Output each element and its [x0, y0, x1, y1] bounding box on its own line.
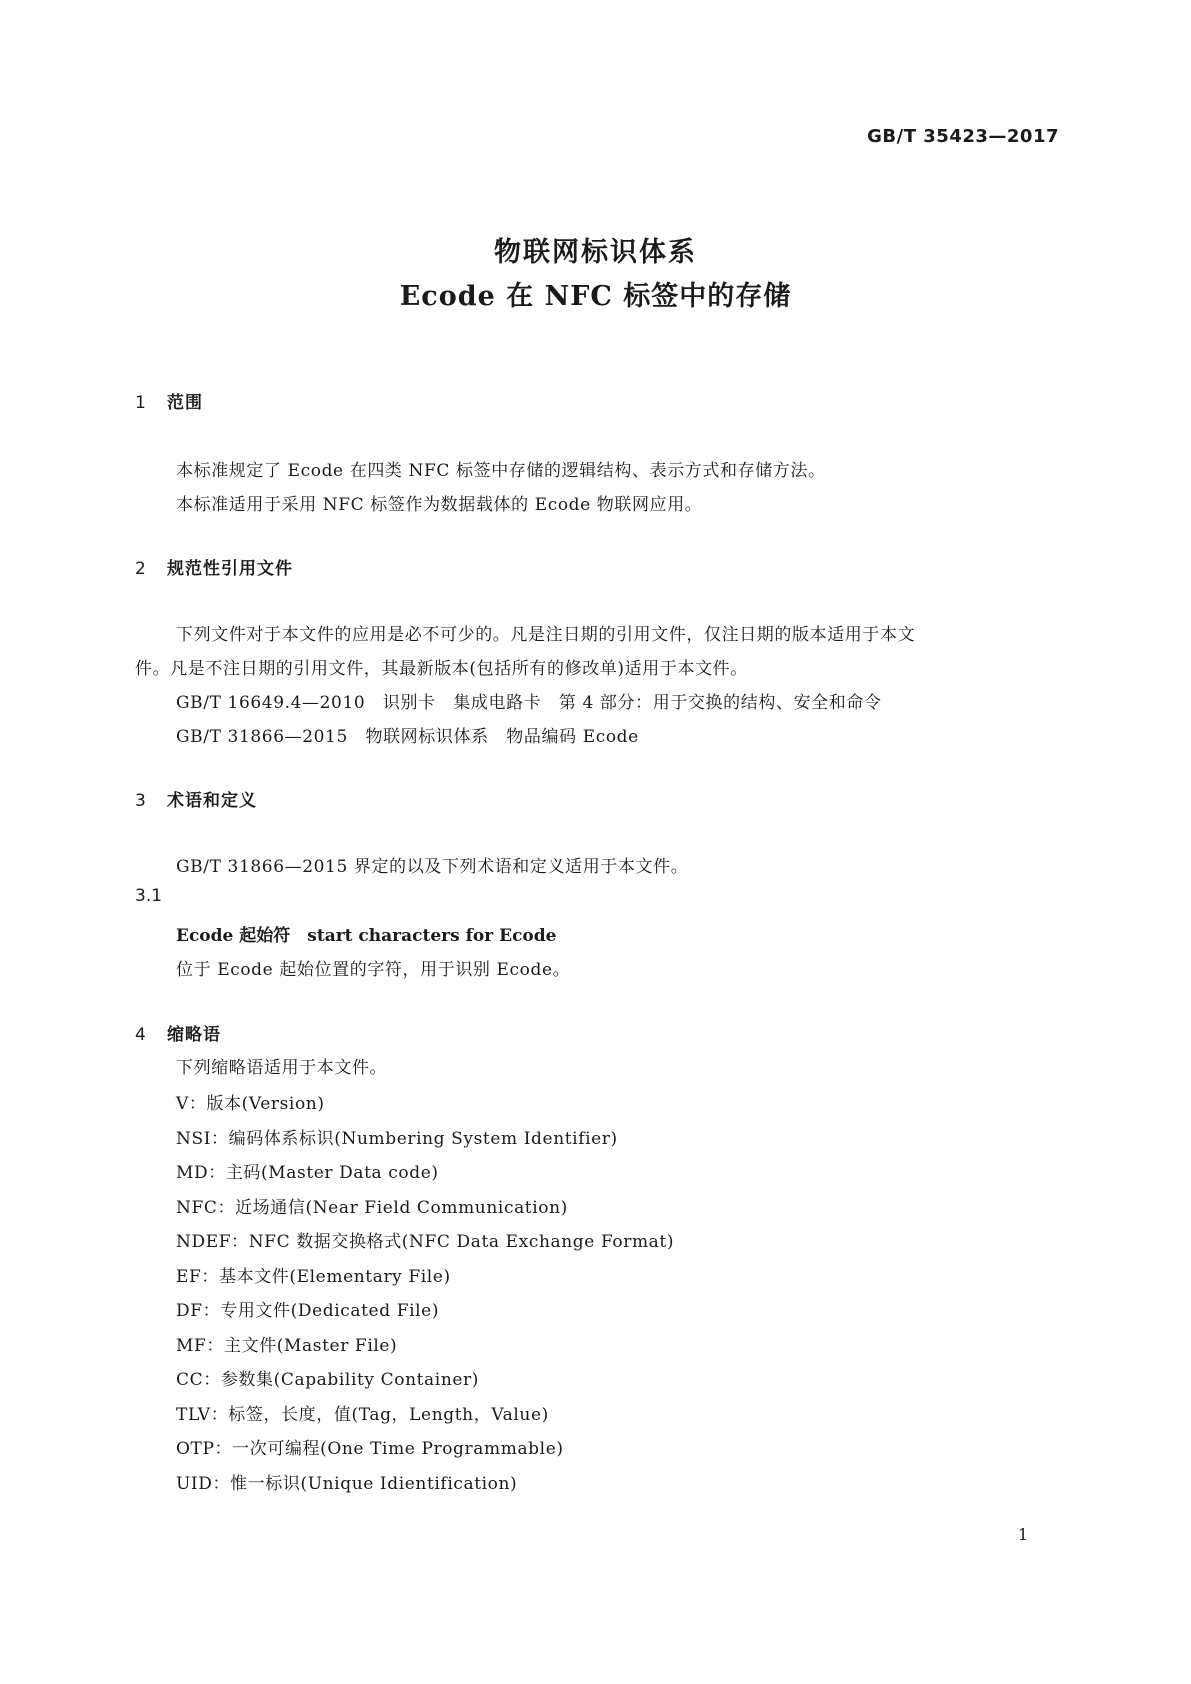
abbreviation-item: OTP：一次可编程(One Time Programmable): [176, 1439, 564, 1459]
abbreviation-item: UID：惟一标识(Unique Idientification): [176, 1473, 518, 1494]
abbreviation-list: [176, 1087, 674, 1501]
term-name: Ecode 起始符 start characters for Ecode: [176, 926, 557, 946]
section-4-heading: [135, 1020, 221, 1045]
abbreviation-item: V：版本(Version): [176, 1094, 325, 1114]
title-line-2: Ecode 在 NFC 标签中的存储: [399, 281, 792, 312]
abbreviation-item: MD：主码(Master Data code): [176, 1163, 439, 1183]
section-2-heading: [135, 554, 293, 579]
section-title: 规范性引用文件: [167, 559, 293, 579]
term-definition: 位于 Ecode 起始位置的字符，用于识别 Ecode。: [176, 960, 571, 980]
section-1-heading: [135, 388, 203, 413]
abbreviation-item: NDEF：NFC 数据交换格式(NFC Data Exchange Format): [176, 1232, 675, 1252]
abbreviation-item: NSI：编码体系标识(Numbering System Identifier): [176, 1128, 618, 1149]
section-number: 2: [135, 559, 147, 579]
references-intro-line-2: 件。凡是不注日期的引用文件，其最新版本(包括所有的修改单)适用于本文件。: [135, 659, 748, 679]
abbreviation-item: DF：专用文件(Dedicated File): [176, 1301, 440, 1321]
reference-item-2: GB/T 31866—2015 物联网标识体系 物品编码 Ecode: [176, 727, 639, 747]
term-number: 3.1: [135, 886, 163, 906]
abbreviations-intro: 下列缩略语适用于本文件。: [176, 1058, 388, 1078]
page-number: 1: [1018, 1525, 1029, 1544]
references-intro-line-1: 下列文件对于本文件的应用是必不可少的。凡是注日期的引用文件，仅注日期的版本适用于本文: [176, 625, 916, 645]
standard-number: GB/T 35423—2017: [867, 126, 1059, 147]
section-number: 1: [135, 393, 147, 413]
section-title: 术语和定义: [167, 791, 257, 811]
section-title: 范围: [167, 393, 203, 413]
scope-paragraph-1: 本标准规定了 Ecode 在四类 NFC 标签中存储的逻辑结构、表示方式和存储方法。: [176, 461, 826, 481]
section-title: 缩略语: [167, 1025, 221, 1045]
reference-item-1: GB/T 16649.4—2010 识别卡 集成电路卡 第 4 部分：用于交换的结构、安全和命令: [176, 693, 882, 713]
terms-intro: GB/T 31866—2015 界定的以及下列术语和定义适用于本文件。: [176, 857, 689, 877]
title-line-1: 物联网标识体系: [494, 237, 697, 268]
abbreviation-item: EF：基本文件(Elementary File): [176, 1266, 451, 1287]
abbreviation-item: TLV：标签，长度，值(Tag，Length，Value): [176, 1404, 549, 1425]
scope-paragraph-2: 本标准适用于采用 NFC 标签作为数据载体的 Ecode 物联网应用。: [176, 495, 703, 515]
document-title: [0, 232, 1191, 320]
section-3-heading: [135, 786, 257, 811]
abbreviation-item: MF：主文件(Master File): [176, 1335, 398, 1356]
section-number: 4: [135, 1025, 147, 1045]
section-number: 3: [135, 791, 147, 811]
abbreviation-item: CC：参数集(Capability Container): [176, 1370, 480, 1390]
abbreviation-item: NFC：近场通信(Near Field Communication): [176, 1197, 568, 1218]
